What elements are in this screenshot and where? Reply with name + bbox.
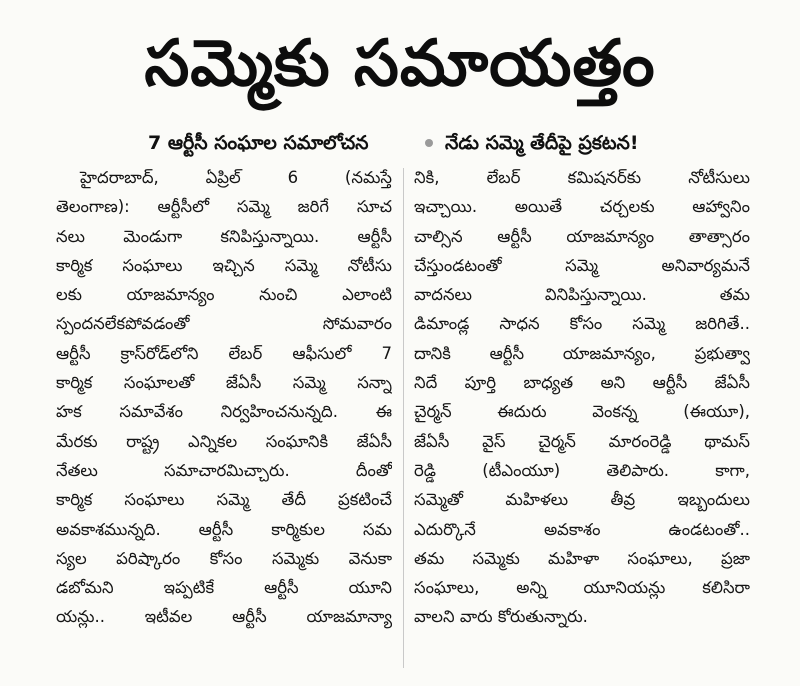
column-divider (403, 168, 404, 668)
column-line: దానికి ఆర్టీసీ యాజమాన్యం, ప్రభుత్వా (414, 343, 750, 363)
column-line: నికి, లేబర్ కమిషనర్‌కు నోటీసులు (414, 168, 750, 187)
column-line: ఎదుర్కొనే అవకాశం ఉండటంతో.. (414, 519, 750, 539)
column-line: నలు మెండుగా కనిపిస్తున్నాయి. ఆర్టీసీ (56, 226, 392, 246)
column-line: స్పందనలేకపోవడంతో సోమవారం (56, 314, 392, 334)
column-line: ఇచ్చాయి. అయితే చర్చలకు ఆహ్వానిం (414, 197, 750, 217)
column-line: హక సమావేశం నిర్వహించనున్నది. ఈ (56, 402, 392, 422)
column-line: సంఘాలు, అన్ని యూనియన్లు కలిసిరా (414, 578, 750, 598)
article-column-right (414, 163, 750, 632)
column-line: చేస్తుండటంతో సమ్మె అనివార్యమనే (414, 255, 750, 275)
column-line: లకు యాజమాన్యం నుంచి ఎలాంటి (56, 285, 392, 305)
subheadline (0, 130, 800, 156)
column-line: కార్మిక సంఘాలు సమ్మె తేదీ ప్రకటించే (56, 490, 392, 510)
column-line: నిదే పూర్తి బాధ్యత అని ఆర్టీసీ జేఏసీ (414, 373, 750, 393)
column-line: తెలంగాణ): ఆర్టీసీలో సమ్మె జరిగే సూచ (56, 197, 392, 217)
column-line: వాదనలు వినిపిస్తున్నాయి. తమ (414, 285, 750, 305)
column-line: రెడ్డి (టీఎంయూ) తెలిపారు. కాగా, (414, 460, 750, 480)
column-line: నేతలు సమాచారమిచ్చారు. దీంతో (56, 460, 392, 480)
column-line: డిమాండ్ల సాధన కోసం సమ్మె జరిగితే.. (414, 314, 750, 334)
column-line: ఆర్టీసీ క్రాస్‌రోడ్‌లోని లేబర్ ఆఫీసులో 7 (56, 343, 392, 363)
column-line: డబోమని ఇప్పటికే ఆర్టీసీ యూని (56, 578, 392, 598)
subhead-right: నేడు సమ్మె తేదీపై ప్రకటన! (445, 132, 639, 154)
column-line: యన్లు.. ఇటీవల ఆర్టీసీ యాజమాన్యా (56, 607, 392, 627)
column-line: అవకాశమున్నది. ఆర్టీసీ కార్మికుల సమ (56, 519, 392, 539)
column-line: తమ సమ్మెకు మహిళా సంఘాలు, ప్రజా (414, 548, 750, 568)
bullet-dot-icon (425, 139, 433, 147)
column-line: చైర్మన్ ఈదురు వెంకన్న (ఈయూ), (414, 402, 750, 422)
article-column-left (56, 163, 392, 632)
column-line: స్యల పరిష్కారం కోసం సమ్మెకు వెనుకా (56, 548, 392, 568)
column-line: చాల్సిన ఆర్టీసీ యాజమాన్యం తాత్సారం (414, 226, 750, 246)
column-line: హైదరాబాద్, ఏప్రిల్ 6 (నమస్తే (80, 168, 392, 187)
column-line: వాలని వారు కోరుతున్నారు. (414, 607, 588, 627)
subhead-left: 7 ఆర్టీసీ సంఘాల సమాలోచన (148, 132, 369, 154)
column-line: మేరకు రాష్ట్ర ఎన్నికల సంఘానికి జేఏసీ (56, 431, 392, 451)
column-line: సమ్మెతో మహిళలు తీవ్ర ఇబ్బందులు (414, 490, 750, 510)
column-line: కార్మిక సంఘాలతో జేఏసీ సమ్మె సన్నా (56, 373, 392, 393)
headline: సమ్మెకు సమాయత్తం (144, 27, 656, 101)
column-line: జేఏసీ వైస్ చైర్మన్ మారంరెడ్డి థామస్ (414, 431, 750, 451)
column-line: కార్మిక సంఘాలు ఇచ్చిన సమ్మె నోటీసు (56, 255, 392, 275)
